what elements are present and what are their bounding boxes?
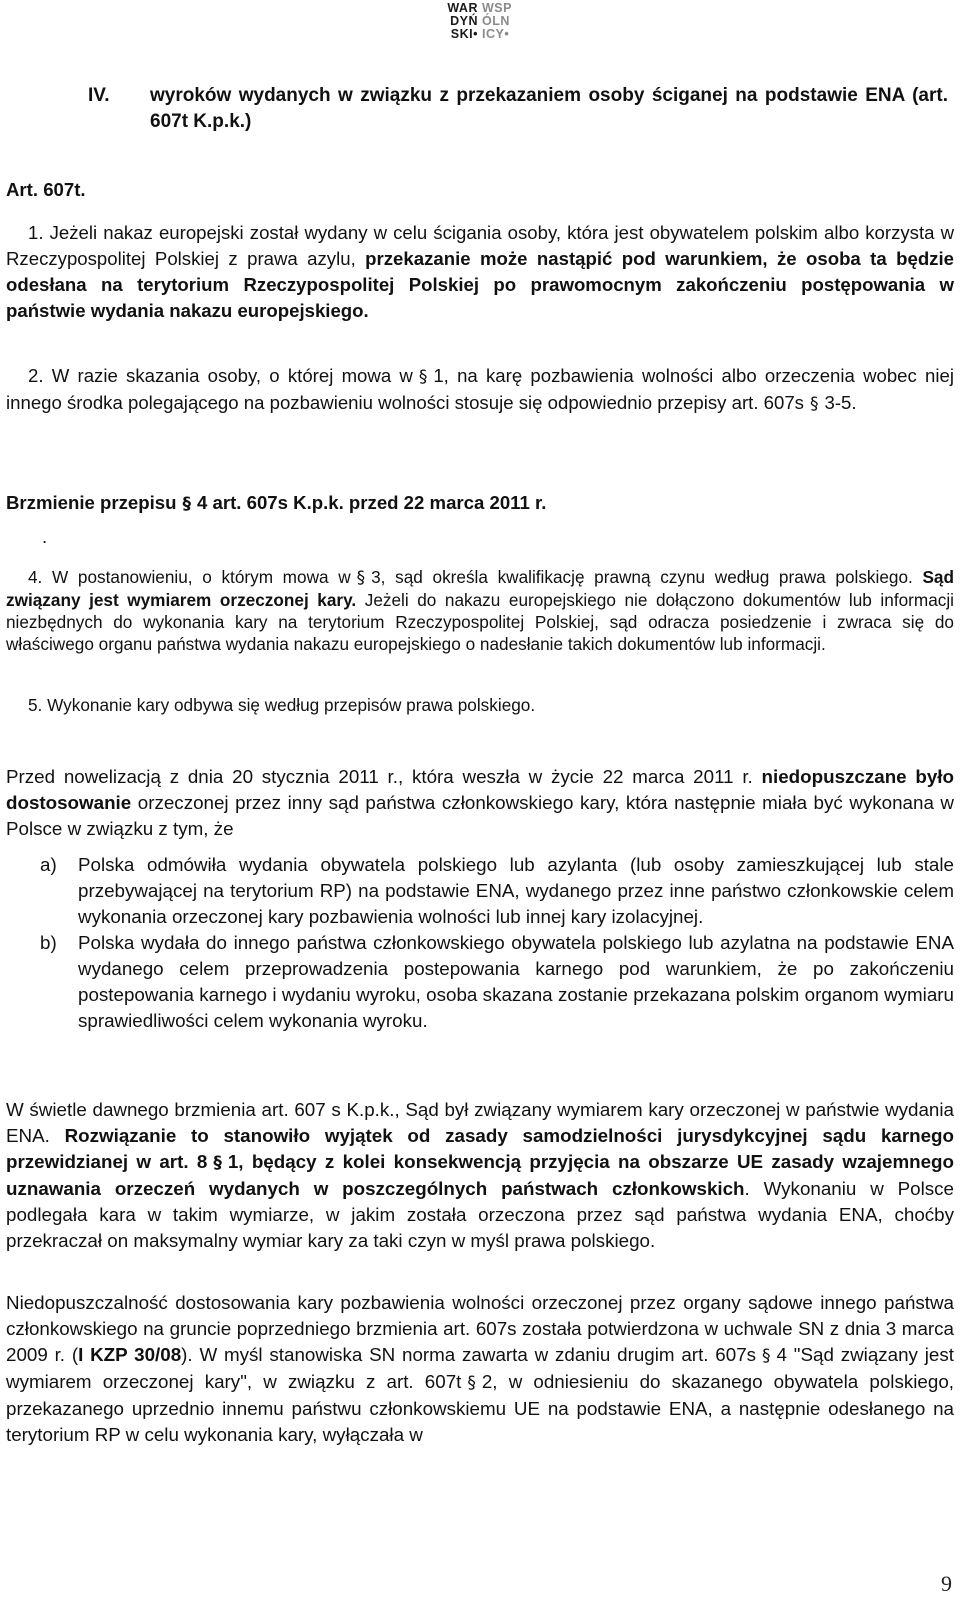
przed-paragraph [6, 764, 954, 842]
paragraph-4-text: 4. W postanowieniu, o którym mowa w [28, 567, 351, 587]
paragraph-5 [6, 694, 954, 716]
niedop-text: ). W myśl stanowiska SN norma zawarta w zdaniu drugim art. 607s [181, 1344, 757, 1365]
logo-left [438, 2, 478, 46]
niedop-text: Niedopuszczalność dostosowania kary pozbawienia wolności orzeczonej przez organy sądowe innego państwa członkowskiego na gruncie poprzedniego brzmienia art. 607s została potwierdzona w uchwale SN z dnia 3 marca 2009 r. ( [6, 1292, 954, 1365]
article-title: Art. 607t. [6, 179, 86, 200]
brzmienie-text: Brzmienie przepisu [6, 492, 177, 513]
swiatle-text: . Wykonaniu w Polsce podlegała kara w takim wymiarze, w jakim została orzeczona przez sąd państwa wydania ENA, choćby przekraczał on maksymalny wymiar kary za taki czyn w myśl prawa polskiego. [6, 1178, 954, 1251]
swiatle-bold: 1, będący z kolei konsekwencją przyjęcia na obszarze UE zasady wzajemnego uznawania orzeczeń wydanych w poszczególnych państwach członkowskich [6, 1151, 955, 1199]
przed-bold: niedopuszczane było dostosowanie [6, 766, 954, 813]
list-item [6, 930, 954, 1034]
section-sign: § [213, 1153, 222, 1173]
section-sign: § [356, 568, 366, 588]
dot: . [42, 526, 48, 547]
logo-line: WSP [482, 1, 512, 15]
logo-line: DYŃ [450, 14, 478, 28]
logo-line: SKI• [450, 27, 478, 41]
paragraph-2-text: 3-5. [824, 392, 857, 413]
section-sign: § [762, 1346, 771, 1366]
conditions-list [6, 852, 954, 1034]
logo-line: WAR [447, 1, 478, 15]
swiatle-text: W świetle dawnego brzmienia art. 607 s K.p.k., Sąd był związany wymiarem kary orzeczonej w państwie wydania ENA. [6, 1099, 954, 1146]
niedop-text: 2, w odniesieniu do skazanego obywatela polskiego, przekazanego uprzednio innemu państwu członkowskiemu UE na podstawie ENA, a następnie odesłanego na terytorium RP w celu wykonania kary, wyłączała w [6, 1371, 954, 1445]
paragraph-1 [6, 220, 954, 324]
list-marker: a) [40, 854, 57, 875]
paragraph-4 [6, 566, 954, 655]
list-item-text: Polska wydała do innego państwa członkowskiego obywatela polskiego lub azylatna na podstawie ENA wydanego celem przeprowadzenia postepowania karnego pod warunkiem, że po zakończeniu postepowania karnego i wydaniu wyroku, osoba skazana zostanie przekazana polskim organom wymiaru sprawiedliwości celem wykonania wyroku. [78, 932, 954, 1031]
list-item-text: Polska odmówiła wydania obywatela polskiego lub azylanta (lub osoby zamieszkującej lub stale przebywającej na terytorium RP) na podstawie ENA, wydanego przez inne państwo członkowskie celem wykonania orzeczonej kary pozbawienia wolności lub innej kary izolacyjnej. [78, 854, 954, 927]
paragraph-2 [6, 363, 954, 417]
niedopuszczalnosc-paragraph [6, 1290, 954, 1448]
logo [438, 2, 522, 46]
paragraph-2-text: 2. W razie skazania osoby, o której mowa w [28, 365, 413, 386]
swiatle-bold: Rozwiązanie to stanowiło wyjątek od zasady samodzielności jurysdykcyjnej sądu karnego przewidzianej w art. 8 [6, 1125, 955, 1172]
section-heading [88, 83, 948, 135]
paragraph-1-bold: przekazanie może nastąpić pod warunkiem, że osoba ta będzie odesłana na terytorium Rzeczypospolitej Polskiej po prawomocnym zakończeniu postępowania w państwie wydania nakazu europejskiego. [6, 248, 954, 321]
page-number: 9 [941, 1571, 952, 1596]
paragraph-2-text: 1, na karę pozbawienia wolności albo orzeczenia wobec niej innego środka polegającego na pozbawieniu wolności stosuje się odpowiednio przepisy art. 607s [6, 365, 954, 413]
swiatle-paragraph [6, 1097, 954, 1254]
section-sign: § [809, 394, 819, 414]
logo-line: ÓLN [482, 14, 510, 28]
paragraph-4-bold: Sąd związany jest wymiarem orzeczonej kary. [6, 567, 954, 610]
przed-text: orzeczonej przez inny sąd państwa członkowskiego kary, która następnie miała być wykonana w Polsce w związku z tym, że [6, 792, 954, 839]
heading-text: wyroków wydanych w związku z przekazaniem osoby ściganej na podstawie ENA (art. 607t K.p.k.) [150, 85, 948, 132]
heading-number: IV. [88, 85, 110, 106]
section-sign: § [467, 1373, 476, 1393]
brzmienie-text: 4 art. 607s K.p.k. przed 22 marca 2011 r. [197, 492, 547, 513]
logo-right [482, 2, 522, 46]
paragraph-4-text: 3, sąd określa kwalifikację prawną czynu według prawa polskiego. [371, 567, 923, 587]
logo-line: ICY• [482, 27, 510, 41]
paragraph-4-text: Jeżeli do nakazu europejskiego nie dołączono dokumentów lub informacji niezbędnych do wykonania kary na terytorium Rzeczypospolitej Polskiej, sąd odracza posiedzenie i zwraca się do właściwego organu państwa wydania nakazu europejskiego o nadesłanie takich dokumentów lub informacji. [6, 590, 954, 654]
paragraph-1-text: 1. Jeżeli nakaz europejski został wydany w celu ścigania osoby, która jest obywatelem polskim albo korzysta w Rzeczypospolitej Polskiej z prawa azylu, [6, 222, 954, 269]
case-reference: I KZP 30/08 [78, 1344, 182, 1365]
list-item [6, 852, 954, 930]
list-marker: b) [40, 932, 57, 953]
niedop-text: 4 "Sąd związany jest wymiarem orzeczonej kary", w związku z art. 607t [6, 1344, 954, 1392]
paragraph-5-text: 5. Wykonanie kary odbywa się według przepisów prawa polskiego. [28, 695, 536, 715]
przed-text: Przed nowelizacją z dnia 20 stycznia 2011 r., która weszła w życie 22 marca 2011 r. [6, 766, 762, 787]
section-sign: § [182, 494, 191, 514]
section-sign: § [418, 367, 428, 387]
brzmienie-heading [6, 490, 954, 517]
